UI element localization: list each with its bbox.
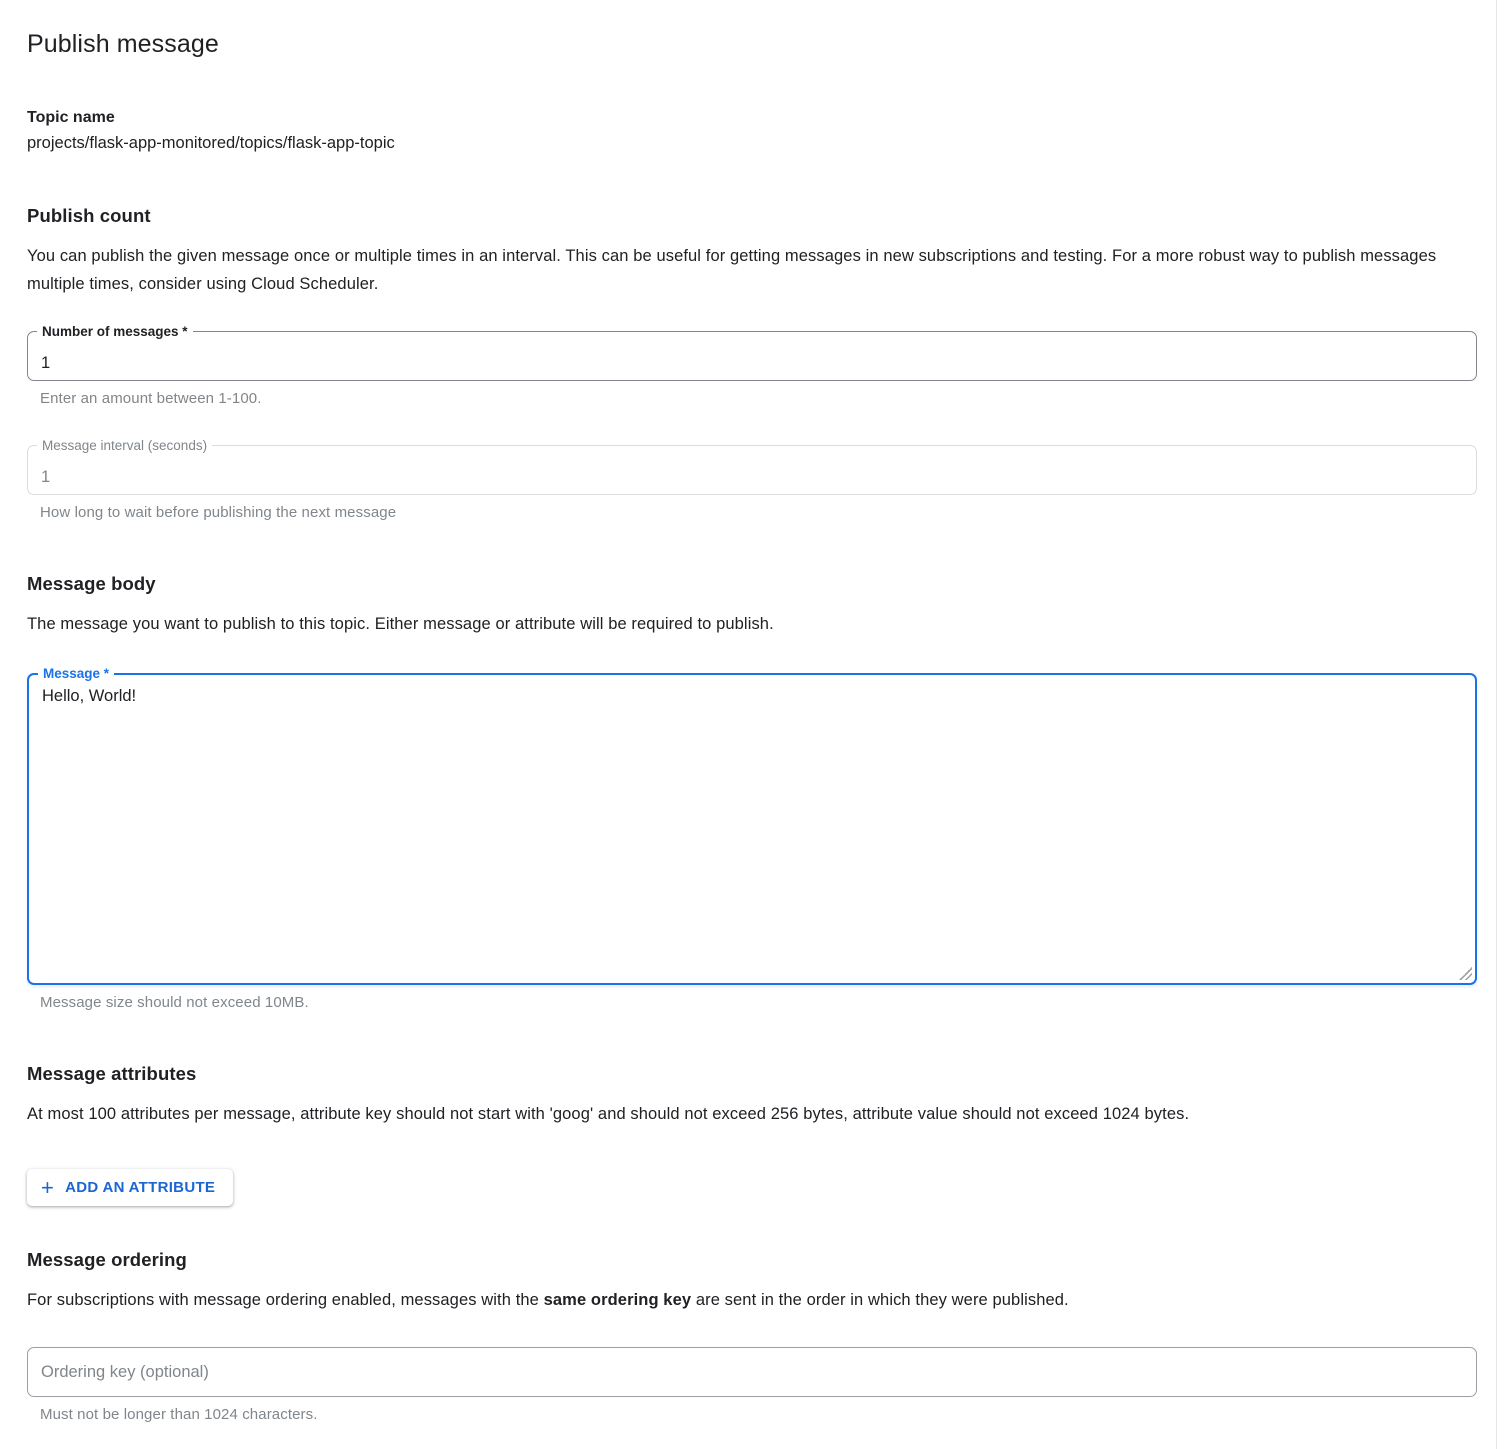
message-helper: Message size should not exceed 10MB.: [40, 994, 309, 1011]
add-attribute-button[interactable]: [27, 1169, 233, 1206]
message-ordering-description-bold: same ordering key: [543, 1291, 692, 1309]
page-title: Publish message: [27, 30, 219, 58]
number-of-messages-helper: Enter an amount between 1-100.: [40, 390, 262, 407]
number-of-messages-field: [27, 324, 1477, 381]
message-ordering-heading: Message ordering: [27, 1249, 187, 1270]
message-interval-label: Message interval (seconds): [37, 437, 212, 454]
message-body-heading: Message body: [27, 573, 156, 594]
message-ordering-description-prefix: For subscriptions with message ordering enabled, messages with the: [27, 1291, 544, 1309]
message-interval-field: [27, 438, 1477, 495]
add-attribute-button-label: ADD AN ATTRIBUTE: [65, 1179, 216, 1196]
message-attributes-description: At most 100 attributes per message, attribute key should not start with 'goog' and should not exceed 256 bytes, attribute value should not exceed 1024 bytes.: [27, 1105, 1190, 1123]
plus-icon: +: [41, 1174, 55, 1200]
message-label: Message *: [38, 665, 114, 683]
ordering-key-helper: Must not be longer than 1024 characters.: [40, 1406, 318, 1423]
message-interval-helper: How long to wait before publishing the next message: [40, 504, 397, 521]
topic-name-value: projects/flask-app-monitored/topics/flask-app-topic: [27, 134, 395, 152]
panel-right-edge: [1496, 0, 1497, 1449]
message-ordering-description: [27, 1286, 1477, 1314]
number-of-messages-label: Number of messages *: [37, 323, 193, 340]
message-textarea[interactable]: [29, 675, 1475, 983]
ordering-key-input[interactable]: [28, 1348, 1476, 1396]
message-interval-input[interactable]: [28, 446, 1476, 494]
publish-count-description: You can publish the given message once or multiple times in an interval. This can be useful for getting messages in new subscriptions and testing. For a more robust way to publish messages multiple times, consider using Cloud Scheduler.: [27, 247, 1437, 293]
message-field: [27, 666, 1477, 985]
message-attributes-heading: Message attributes: [27, 1063, 197, 1084]
topic-name-label: Topic name: [27, 109, 115, 126]
message-body-description: The message you want to publish to this topic. Either message or attribute will be required to publish.: [27, 615, 774, 633]
message-ordering-description-suffix: are sent in the order in which they were published.: [691, 1291, 1069, 1309]
ordering-key-field: [27, 1347, 1477, 1397]
publish-count-heading: Publish count: [27, 205, 151, 226]
number-of-messages-input[interactable]: [28, 332, 1476, 380]
